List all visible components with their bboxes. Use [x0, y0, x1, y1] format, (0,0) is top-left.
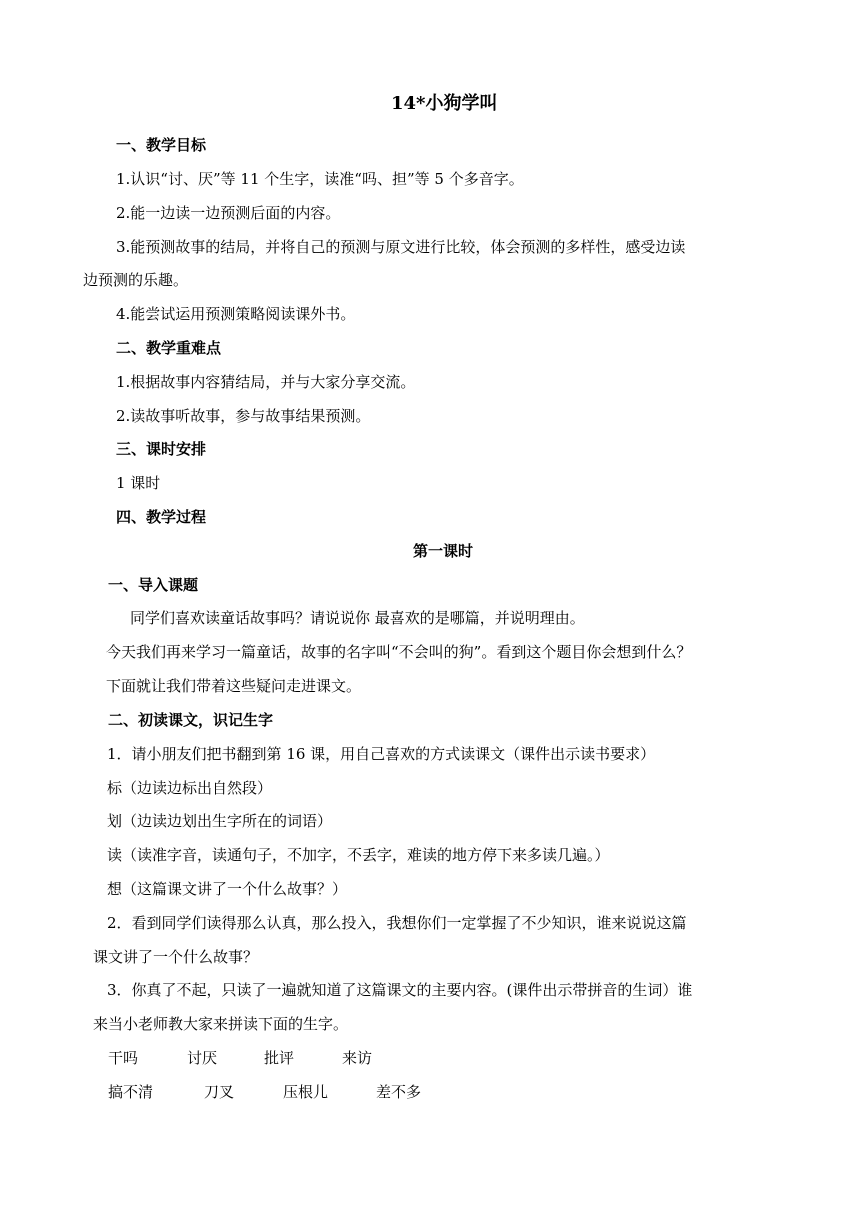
section-heading-process: 四、教学过程 [116, 508, 207, 526]
vocab-row-2 [0, 1082, 860, 1102]
vocab-word: 来访 [342, 1049, 373, 1067]
vocab-word: 批评 [264, 1049, 295, 1067]
goal-item-3-cont: 边预测的乐趣。 [83, 271, 189, 289]
section-heading-goals: 一、教学目标 [116, 136, 207, 154]
vocab-word: 差不多 [376, 1083, 422, 1101]
step-3-cont: 来当小老师教大家来拼读下面的生字。 [93, 1015, 349, 1033]
part-heading-intro: 一、导入课题 [108, 576, 199, 594]
step-underline: 划（边读边划出生字所在的词语） [107, 812, 333, 830]
key-point-2: 2.读故事听故事，参与故事结果预测。 [116, 407, 371, 425]
vocab-word: 干吗 [108, 1049, 139, 1067]
step-2: 2．看到同学们读得那么认真，那么投入，我想你们一定掌握了不少知识，谁来说说这篇 [107, 914, 687, 932]
intro-line-3: 下面就让我们带着这些疑问走进课文。 [106, 677, 362, 695]
step-read: 读（读准字音，读通句子，不加字，不丢字，难读的地方停下来多读几遍。） [107, 846, 610, 864]
vocab-word: 刀叉 [204, 1083, 235, 1101]
section-heading-schedule: 三、课时安排 [116, 440, 207, 458]
step-1: 1．请小朋友们把书翻到第 16 课，用自己喜欢的方式读课文（课件出示读书要求） [107, 745, 656, 763]
goal-item-4: 4.能尝试运用预测策略阅读课外书。 [116, 305, 356, 323]
vocab-word: 讨厌 [187, 1049, 218, 1067]
vocab-row-1 [0, 1048, 860, 1068]
lesson-title: 第一课时 [413, 542, 474, 560]
key-point-1: 1.根据故事内容猜结局，并与大家分享交流。 [116, 373, 416, 391]
part-heading-reading: 二、初读课文，识记生字 [108, 711, 274, 729]
vocab-word: 压根儿 [283, 1083, 329, 1101]
document-title: 14*小狗学叫 [391, 93, 498, 114]
step-2-cont: 课文讲了一个什么故事？ [93, 948, 259, 966]
intro-line-1: 同学们喜欢读童话故事吗？请说说你 最喜欢的是哪篇，并说明理由。 [130, 609, 585, 627]
goal-item-1: 1.认识“讨、厌”等 11 个生字，读准“吗、担”等 5 个多音字。 [116, 170, 524, 188]
intro-line-2: 今天我们再来学习一篇童话，故事的名字叫“不会叫的狗”。看到这个题目你会想到什么？ [106, 643, 692, 661]
vocab-word: 搞不清 [108, 1083, 154, 1101]
goal-item-2: 2.能一边读一边预测后面的内容。 [116, 204, 341, 222]
step-mark: 标（边读边标出自然段） [107, 779, 273, 797]
goal-item-3: 3.能预测故事的结局，并将自己的预测与原文进行比较，体会预测的多样性，感受边读 [116, 238, 686, 256]
step-think: 想（这篇课文讲了一个什么故事？） [107, 880, 348, 898]
schedule-text: 1 课时 [116, 474, 161, 492]
section-heading-key-points: 二、教学重难点 [116, 339, 222, 357]
step-3: 3．你真了不起，只读了一遍就知道了这篇课文的主要内容。(课件出示带拼音的生词）谁 [107, 981, 693, 999]
